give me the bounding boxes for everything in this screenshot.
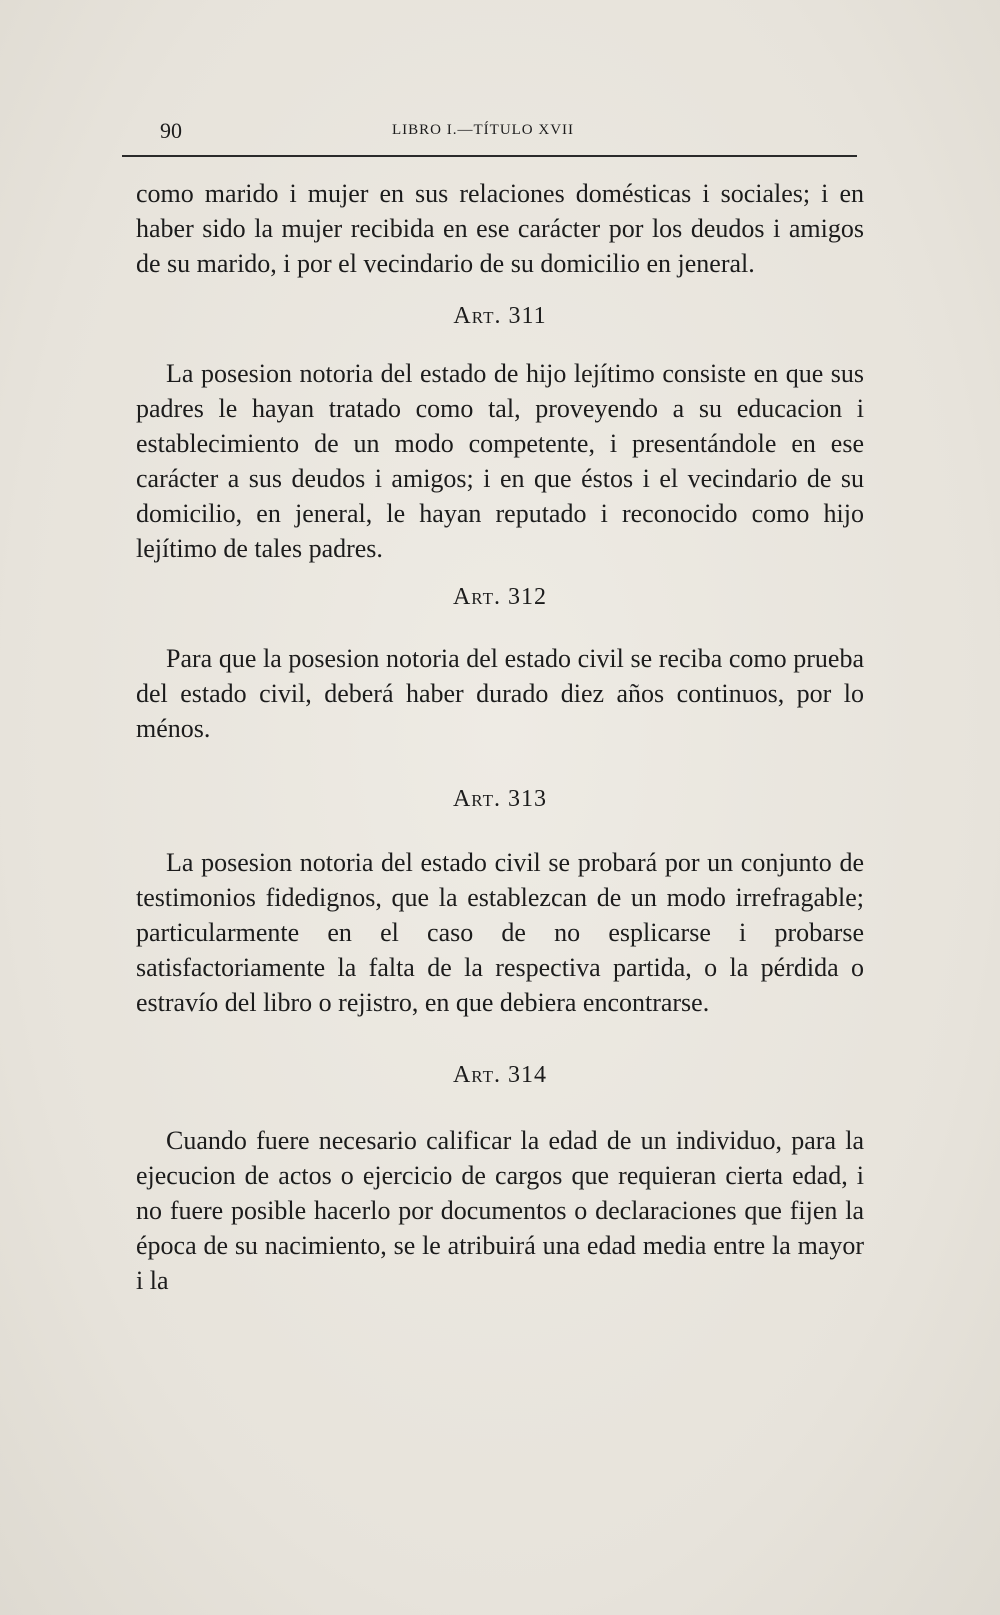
article-abbr: Art. [452,786,502,812]
body-text [136,176,864,1298]
article-abbr: Art. [452,584,502,610]
article-number: 313 [508,786,548,812]
article-311-text: La posesion notoria del estado de hijo lejítimo consiste en que sus padres le hayan tratado como tal, proveyendo a su educacion i establecimiento de un modo competente, i presentándole en ese carácter a sus deudos i amigos; i en que éstos i el vecindario de su domicilio, en jeneral, le hayan reputado i reconocido como hijo lejítimo de tales padres. [136,359,864,563]
article-313-text: La posesion notoria del estado civil se probará por un conjunto de testimonios fidedignos, que la establezcan de un modo irrefragable; particularmente en el caso de no esplicarse i probarse satisfactoriamente la falta de la respectiva partida, o la pérdida o estravío del libro o rejistro, en que debiera encontrarse. [136,848,864,1017]
header-rule [122,155,857,157]
article-heading-313 [136,782,864,817]
article-314-text: Cuando fuere necesario calificar la edad de un individuo, para la ejecucion de actos o ejercicio de cargos que requieran cierta edad, i no fuere posible hacerlo por documentos o declaraciones que fijen la época de su nacimiento, se le atribuirá una edad media entre la mayor i la [136,1126,864,1295]
paragraph-intro: como marido i mujer en sus relaciones domésticas i sociales; i en haber sido la mujer recibida en ese carácter por los deudos i amigos de su marido, i por el vecindario de su domicilio en jeneral. [136,179,864,278]
article-number: 311 [508,303,547,329]
article-abbr: Art. [452,1062,502,1088]
running-head: LIBRO I.—TÍTULO XVII [392,122,575,138]
article-heading-312 [136,580,864,615]
article-312-text: Para que la posesion notoria del estado civil se reciba como prueba del estado civil, deberá haber durado diez años continuos, por lo ménos. [136,644,864,743]
page-header [160,118,860,148]
article-number: 314 [508,1062,548,1088]
article-number: 312 [508,584,548,610]
article-heading-314 [136,1058,864,1093]
article-abbr: Art. [453,303,502,329]
article-heading-311 [136,299,864,334]
page-number: 90 [160,118,182,143]
